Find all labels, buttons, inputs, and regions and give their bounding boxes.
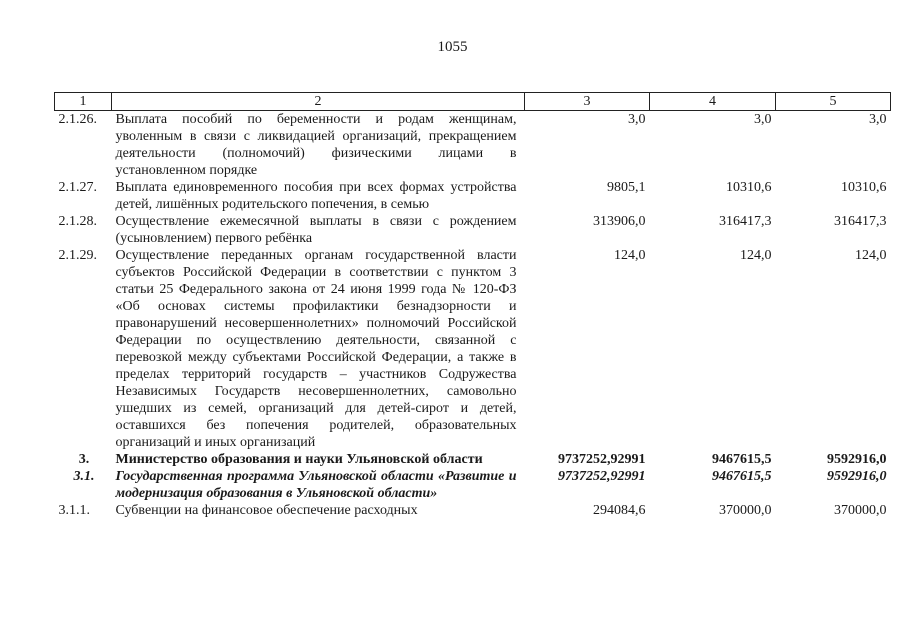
table-header xyxy=(55,93,891,111)
row-value-col5: 9592916,0 xyxy=(827,452,887,467)
row-number: 2.1.29. xyxy=(58,248,97,263)
row-value-col5: 9592916,0 xyxy=(827,469,887,484)
row-value-col3: 124,0 xyxy=(614,248,646,263)
header-row xyxy=(55,93,891,111)
row-value-col4: 124,0 xyxy=(740,248,772,263)
row-value-col3: 9737252,92991 xyxy=(558,452,646,467)
row-value-col4: 9467615,5 xyxy=(712,452,772,467)
row-value-col3: 9737252,92991 xyxy=(558,469,646,484)
row-description: Осуществление переданных органам государственной власти субъектов Российской Федерации в соответствии с пунктом 3 статьи 25 Федерального закона от 24 июня 1999 года № 120-ФЗ «Об основах системы профилактики безнадзорности и правонарушений несовершеннолетних» полномочий Российской Федерации по осуществлению деятельности, связанной с перевозкой между субъектами Российской Федерации, а также в пределах территорий государств – участников Содружества Независимых Государств несовершеннолетних, самовольно ушедших из семей, организаций для детей-сирот и детей, оставшихся без попечения родителей, образовательных организаций и иных организаций xyxy=(115,248,517,450)
table-row xyxy=(55,247,891,451)
row-value-col3: 313906,0 xyxy=(593,214,646,229)
row-value-col5: 3,0 xyxy=(869,112,887,127)
table-row-program xyxy=(55,468,891,502)
table-row xyxy=(55,502,891,519)
row-value-col3: 9805,1 xyxy=(607,180,646,195)
table-row xyxy=(55,111,891,180)
table-body xyxy=(55,111,891,520)
row-value-col3: 294084,6 xyxy=(593,503,646,518)
row-description: Осуществление ежемесячной выплаты в связи с рождением (усыновлением) первого ребёнка xyxy=(115,214,517,246)
row-value-col5: 316417,3 xyxy=(834,214,887,229)
row-number: 3. xyxy=(78,452,90,467)
row-number: 3.1.1. xyxy=(58,503,90,518)
row-number: 2.1.27. xyxy=(58,180,97,195)
row-value-col3: 3,0 xyxy=(628,112,646,127)
row-number: 2.1.28. xyxy=(58,214,97,229)
header-col-1: 1 xyxy=(55,93,112,111)
table-row xyxy=(55,179,891,213)
header-col-2: 2 xyxy=(112,93,525,111)
row-value-col4: 3,0 xyxy=(754,112,772,127)
row-number: 3.1. xyxy=(73,469,95,484)
row-description: Министерство образования и науки Ульяновской области xyxy=(115,452,483,467)
table-row xyxy=(55,213,891,247)
row-value-col4: 10310,6 xyxy=(726,180,772,195)
header-col-3: 3 xyxy=(525,93,650,111)
row-value-col4: 370000,0 xyxy=(719,503,772,518)
row-value-col5: 370000,0 xyxy=(834,503,887,518)
row-description: Выплата единовременного пособия при всех формах устройства детей, лишённых родительского попечения, в семью xyxy=(115,180,517,212)
row-value-col5: 124,0 xyxy=(855,248,887,263)
row-value-col5: 10310,6 xyxy=(841,180,887,195)
row-number: 2.1.26. xyxy=(58,112,97,127)
row-value-col4: 9467615,5 xyxy=(712,469,772,484)
header-col-5: 5 xyxy=(776,93,891,111)
budget-table xyxy=(54,92,891,519)
row-description: Государственная программа Ульяновской области «Развитие и модернизация образования в Ульяновской области» xyxy=(115,469,517,501)
row-description: Субвенции на финансовое обеспечение расходных xyxy=(115,503,418,518)
row-value-col4: 316417,3 xyxy=(719,214,772,229)
header-col-4: 4 xyxy=(650,93,776,111)
table-row-ministry xyxy=(55,451,891,468)
page-number: 1055 xyxy=(437,39,468,55)
row-description: Выплата пособий по беременности и родам женщинам, уволенным в связи с ликвидацией организаций, прекращением деятельности (полномочий) физическими лицами в установленном порядке xyxy=(115,112,517,178)
